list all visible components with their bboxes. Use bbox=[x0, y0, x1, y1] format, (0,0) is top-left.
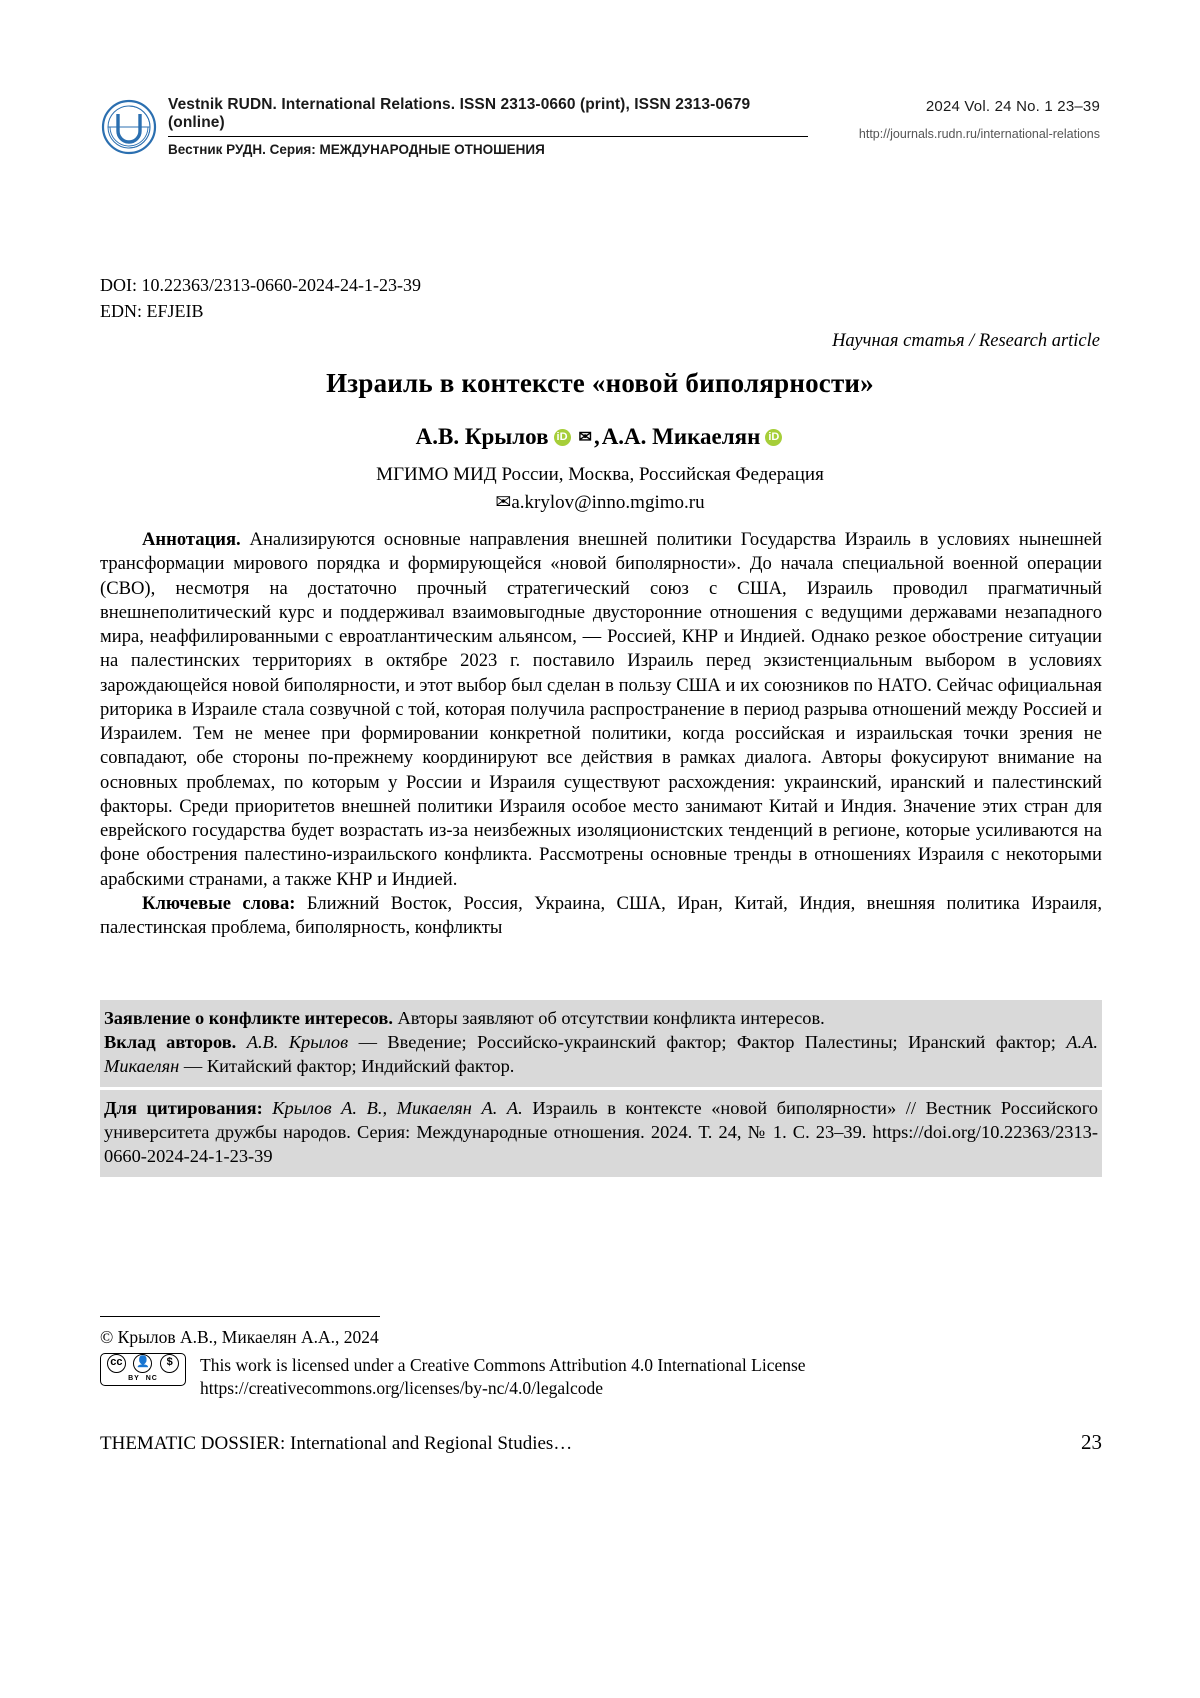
page-footer bbox=[100, 1430, 1102, 1455]
conflict-label: Заявление о конфликте интересов. bbox=[104, 1008, 393, 1028]
journal-masthead bbox=[100, 96, 1100, 157]
cc-by-circle-icon: 👤 bbox=[133, 1354, 152, 1373]
license-line-2[interactable]: https://creativecommons.org/licenses/by-nc/4.0/legalcode bbox=[200, 1377, 604, 1398]
keywords-paragraph bbox=[100, 892, 1102, 941]
copyright-line: © Крылов А.В., Микаелян А.А., 2024 bbox=[100, 1327, 379, 1347]
conflict-text: Авторы заявляют об отсутствии конфликта интересов. bbox=[392, 1008, 825, 1028]
footnote-block bbox=[100, 1326, 1100, 1399]
email-address[interactable]: a.krylov@inno.mgimo.ru bbox=[511, 492, 705, 513]
abstract-text: Анализируются основные направления внешней политики Государства Израиль в условиях нынешней трансформации мирового порядка и формирующейся «новой биполярности». До начала специальной военной операции (СВО), несмотря на достаточно прочный стратегический союз с США, Израиль проводил прагматичный внешнеполитический курс и поддерживал взаимовыгодные двусторонние отношения с ведущими державами незападного мира, неаффилированными с евроатлантическим альянсом, — Россией, КНР и Индией. Однако резкое обострение ситуации на палестинских территориях в октябре 2023 г. поставило Израиль перед экзистенциальным выбором в условиях зарождающейся новой биполярности, и этот выбор был сделан в пользу США и их союзников по НАТО. Сейчас официальная риторика в Израиле стала созвучной с той, которая получила распространение в период разрыва отношений между Россией и Израилем. Тем не менее при формировании конкретной политики, когда российская и израильская точки зрения не совпадают, обе стороны по-прежнему координируют все действия в рамках диалога. Авторы фокусируют внимание на основных проблемах, по которым у России и Израиля существуют расхождения: украинский, иранский и палестинский факторы. Среди приоритетов внешней политики Израиля особое место занимают Китай и Индия. Значение этих стран для еврейского государства будет возрастать из-за неизбежных изоляционистских тенденций в регионе, которые усиливаются на фоне обострения палестино-израильского конфликта. Рассмотрены основные тренды в отношениях Израиля с некоторыми арабскими странами, а также КНР и Индией. bbox=[100, 529, 1102, 890]
keywords-text: Ближний Восток, Россия, Украина, США, Иран, Китай, Индия, внешняя политика Израиля, палестинская проблема, биполярность, конфликты bbox=[100, 892, 1102, 938]
page-number: 23 bbox=[1081, 1430, 1102, 1454]
conflict-statement bbox=[104, 1007, 1098, 1031]
creative-commons-icon bbox=[100, 1353, 186, 1386]
contribution-label: Вклад авторов. bbox=[104, 1031, 237, 1052]
doi-text[interactable]: DOI: 10.22363/2313-0660-2024-24-1-23-39 bbox=[100, 275, 421, 295]
rudn-logo-icon bbox=[100, 98, 158, 156]
keywords-label: Ключевые слова: bbox=[142, 892, 296, 914]
citation-label: Для цитирования: bbox=[104, 1098, 263, 1118]
authors-line bbox=[100, 424, 1100, 450]
identifiers-block bbox=[100, 272, 1100, 355]
journal-title-en: Vestnik RUDN. International Relations. ISSN 2313-0660 (print), ISSN 2313-0679 (online) bbox=[168, 96, 808, 137]
contribution-statement bbox=[104, 1031, 1098, 1079]
author-name-2: А.А. Микаелян bbox=[601, 424, 761, 449]
cc-nc-circle-icon: $ bbox=[160, 1354, 179, 1373]
author-separator: , bbox=[593, 424, 600, 449]
conflict-and-contribution-box bbox=[100, 1000, 1102, 1087]
cc-badge-caption: BY NC bbox=[128, 1374, 158, 1382]
citation-text: Израиль в контексте «новой биполярности» // Вестник Российского университета дружбы народов. Серия: Международные отношения. 2024. Т. 24, № 1. С. 23–39. https://doi.org/10.22363/2313-0660-2024-24-1-23-39 bbox=[104, 1098, 1099, 1166]
edn-text: EDN: EFJEIB bbox=[100, 301, 204, 322]
orcid-icon-2[interactable] bbox=[765, 429, 782, 446]
contribution-author-1: А.В. Крылов bbox=[236, 1031, 349, 1052]
license-line-1: This work is licensed under a Creative Commons Attribution 4.0 International License bbox=[200, 1354, 806, 1375]
envelope-icon-email: ✉ bbox=[495, 492, 512, 513]
abstract-label: Аннотация. bbox=[142, 529, 241, 550]
journal-url[interactable]: http://journals.rudn.ru/international-relations bbox=[858, 127, 1100, 141]
footnote-divider bbox=[100, 1316, 380, 1317]
license-row bbox=[100, 1353, 1100, 1400]
page-title: Израиль в контексте «новой биполярности» bbox=[326, 368, 874, 398]
contribution-text-2: — Китайский фактор; Индийский фактор. bbox=[179, 1055, 515, 1076]
issue-info: 2024 Vol. 24 No. 1 23–39 bbox=[925, 98, 1100, 115]
citation-box bbox=[100, 1090, 1102, 1177]
corresponding-email[interactable] bbox=[100, 491, 1100, 514]
envelope-icon[interactable]: ✉ bbox=[578, 429, 592, 446]
cc-circle-icon: cc bbox=[107, 1354, 126, 1373]
orcid-icon-1[interactable] bbox=[554, 429, 571, 446]
journal-title-ru: Вестник РУДН. Серия: МЕЖДУНАРОДНЫЕ ОТНОШЕНИЯ bbox=[168, 142, 545, 157]
citation-authors: Крылов А. В., Микаелян А. А. bbox=[262, 1098, 523, 1118]
article-type-label: Научная статья / Research article bbox=[832, 331, 1100, 352]
abstract-section bbox=[100, 528, 1102, 940]
citation-statement bbox=[104, 1097, 1098, 1169]
affiliation: МГИМО МИД России, Москва, Российская Федерация bbox=[376, 464, 824, 485]
contribution-text-1: — Введение; Российско-украинский фактор; Фактор Палестины; Иранский фактор; bbox=[348, 1031, 1067, 1052]
section-running-head: THEMATIC DOSSIER: International and Regional Studies… bbox=[100, 1433, 573, 1454]
author-name-1: А.В. Крылов bbox=[415, 424, 549, 449]
abstract-paragraph bbox=[100, 528, 1102, 892]
contribution-author-2: А.А. Микаелян bbox=[104, 1031, 1098, 1076]
